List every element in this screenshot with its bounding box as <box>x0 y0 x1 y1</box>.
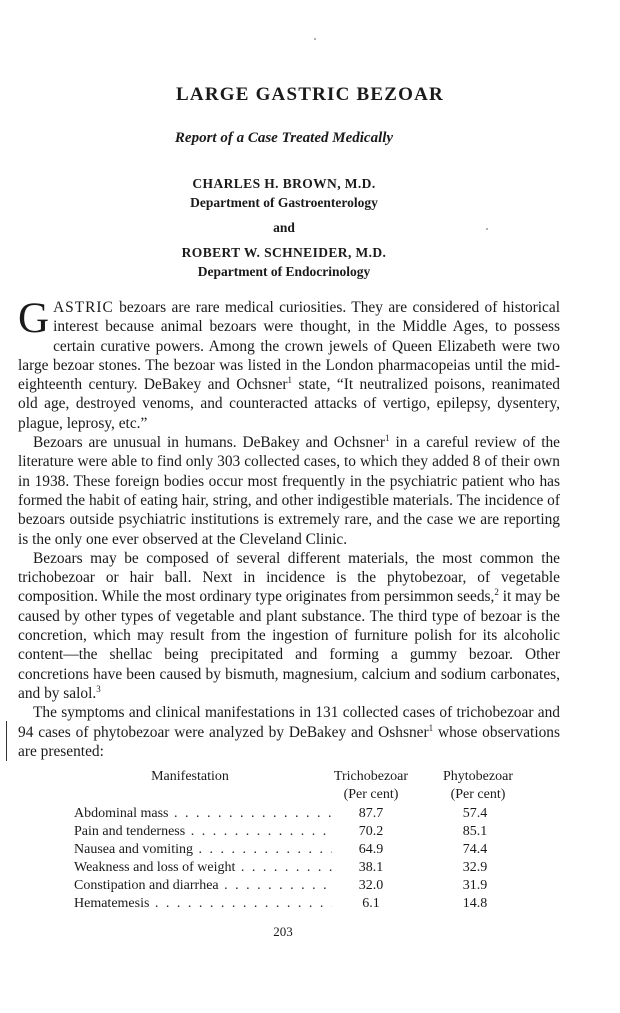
table-row <box>0 805 620 823</box>
table-row <box>0 895 620 913</box>
paragraph-2 <box>18 433 560 549</box>
drop-cap: G <box>18 295 50 342</box>
page-number: 203 <box>273 924 293 939</box>
paragraph-4-text: The symptoms and clinical manifestations in 131 collected cases of trichobezoar and 94 cases of phytobezoar were analyzed by DeBakey and Oshsner <box>18 704 560 741</box>
table-row <box>0 823 620 841</box>
paragraph-3-text: Bezoars may be composed of several different materials, the most common the trichobezoar or hair ball. Next in incidence is the phytobezoar, of vegetable composition. While the most ordinary type originates from persimmon seeds, <box>18 549 560 606</box>
trichobezoar-value: 32.0 <box>358 878 384 893</box>
paragraph-4 <box>18 703 560 761</box>
manifestation-label: Abdominal mass . . . <box>74 805 332 823</box>
table-unit-trichobezoar: (Per cent) <box>343 787 399 802</box>
article-subtitle: Report of a Case Treated Medically <box>174 130 394 146</box>
author-conjunction: and <box>273 220 295 235</box>
paragraph-3 <box>18 549 560 703</box>
paragraph-2-text: Bezoars are unusual in humans. DeBakey and Ochsner <box>33 434 386 452</box>
paragraph-1 <box>18 295 560 433</box>
phytobezoar-value: 32.9 <box>462 860 488 875</box>
margin-revision-bar <box>6 721 7 761</box>
manifestation-label: Constipation and diarrhea . . . <box>74 877 332 895</box>
table-row <box>0 841 620 859</box>
trichobezoar-value: 6.1 <box>362 896 380 911</box>
manifestation-label: Nausea and vomiting . . . <box>74 841 332 859</box>
paragraph-4-text-cont: whose observations are presented: <box>18 723 560 760</box>
paragraph-2-text-cont: in a careful review of the literature were able to find only 303 collected cases, to which they added 8 of their own in 1938. These foreign bodies occur most frequently in the psychiatric patient who has formed the habit of eating hair, string, and other indigestible materials. The incidence of bezoars outside psychiatric institutions is extremely rare, and the case we are reporting is the only one ever observed at the Cleveland Clinic. <box>18 434 560 548</box>
scan-speck <box>314 38 316 40</box>
trichobezoar-value: 64.9 <box>358 842 384 857</box>
citation-ref: 1 <box>385 433 390 444</box>
phytobezoar-value: 74.4 <box>462 842 488 857</box>
article-title: LARGE GASTRIC BEZOAR <box>176 84 444 105</box>
manifestation-label: Weakness and loss of weight . . . <box>74 859 332 877</box>
citation-ref: 1 <box>287 375 293 386</box>
table-row <box>0 859 620 877</box>
author-1-department: Department of Gastroenterology <box>190 195 378 210</box>
phytobezoar-value: 14.8 <box>462 896 488 911</box>
paragraph-3-text-cont: it may be caused by other types of vegetable and plant substance. The third type of bezoar is the concretion, which may result from the ingestion of furniture polish for its alcoholic content—the shellac being precipitated and forming a gummy bezoar. Other concretions have been caused by bismuth, magnesium, calcium and sodium carbonates, and by salol. <box>18 588 560 702</box>
phytobezoar-value: 31.9 <box>462 878 488 893</box>
author-2: ROBERT W. SCHNEIDER, M.D. <box>181 245 387 260</box>
author-2-department: Department of Endocrinology <box>197 264 371 279</box>
table-header-manifestation: Manifestation <box>151 769 229 784</box>
phytobezoar-value: 57.4 <box>462 806 488 821</box>
trichobezoar-value: 38.1 <box>358 860 384 875</box>
paragraph-1-quote: state, “It neutralized poisons, reanimated old age, destroyed venoms, and counteracted attacks of vertigo, epilepsy, dysentery, plague, leprosy, etc.” <box>18 376 560 432</box>
author-1: CHARLES H. BROWN, M.D. <box>192 176 376 191</box>
citation-ref: 2 <box>494 587 499 598</box>
table-header-phytobezoar: Phytobezoar <box>443 769 513 784</box>
trichobezoar-value: 87.7 <box>358 806 384 821</box>
table-row <box>0 877 620 895</box>
phytobezoar-value: 85.1 <box>462 824 488 839</box>
table-header-trichobezoar: Trichobezoar <box>333 769 409 784</box>
citation-ref: 3 <box>96 683 101 694</box>
trichobezoar-value: 70.2 <box>358 824 384 839</box>
manifestation-label: Pain and tenderness . . . <box>74 823 332 841</box>
manifestation-label: Hematemesis . . . <box>74 895 332 913</box>
table-unit-phytobezoar: (Per cent) <box>450 787 506 802</box>
opening-word: ASTRIC <box>53 299 114 316</box>
citation-ref: 1 <box>428 722 434 733</box>
paragraph-1-text: bezoars are rare medical curiosities. They are considered of historical interest because animal bezoars were thought, in the Middle Ages, to possess certain curative powers. Among the crown jewels of Queen Elizabeth were two large bezoar stones. The bezoar was listed in the London pharmacopeias until the mid-eighteenth century. DeBakey and Ochsner <box>18 299 560 394</box>
article-body <box>18 295 560 761</box>
